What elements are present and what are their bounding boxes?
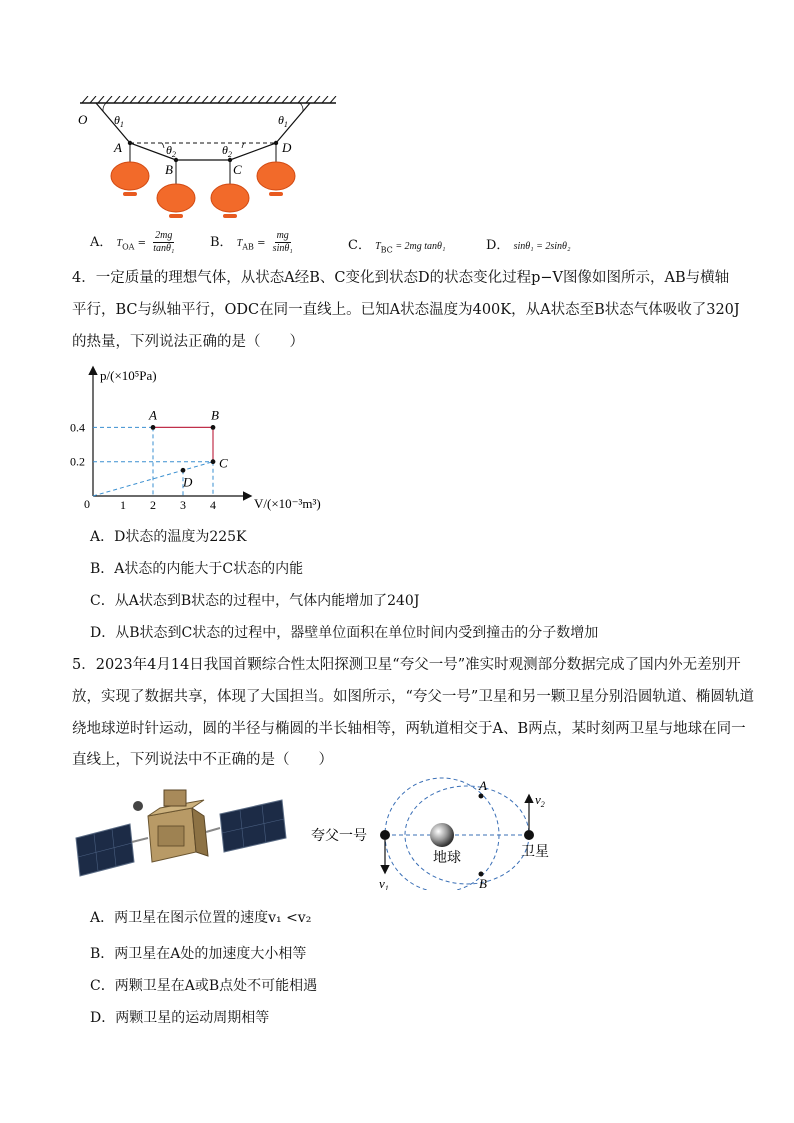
kuafu-satellite-icon — [380, 830, 390, 840]
q5-stem-line-1: 5．2023年4月14日我国首颗综合性太阳探测卫星“夸父一号”准实时观测部分数据完成了国内外无差别开 — [72, 657, 741, 673]
y-tick-label: 0.4 — [70, 420, 85, 435]
label-point-A: A — [149, 407, 157, 423]
q4-option-d[interactable]: D．从B状态到C状态的过程中，器壁单位面积在单位时间内受到撞击的分子数增加 — [90, 625, 599, 641]
x-tick-label: 2 — [150, 498, 156, 512]
point-D — [181, 468, 186, 473]
label-point-B: B — [211, 407, 219, 423]
lantern — [111, 162, 149, 196]
label-theta1-left: $\theta_1$ — [114, 113, 124, 129]
q4-option-b[interactable]: B．A状态的内能大于C状态的内能 — [90, 561, 304, 577]
label-point-A: A — [479, 778, 487, 793]
q5-option-d[interactable]: D．两颗卫星的运动周期相等 — [90, 1010, 270, 1026]
q5-option-c[interactable]: C．两颗卫星在A或B点处不可能相遇 — [90, 978, 318, 994]
lantern — [257, 162, 295, 196]
label-kuafu: 夸父一号 — [311, 829, 367, 844]
point-A — [151, 425, 156, 430]
label-B: B — [165, 162, 173, 177]
point-B — [211, 425, 216, 430]
label-earth: 地球 — [433, 851, 461, 866]
label-C: C — [233, 162, 242, 177]
q5-stem-line-4: 直线上，下列说法中不正确的是（ ） — [72, 752, 333, 768]
label-theta1-right: $\theta_1$ — [278, 113, 288, 129]
x-tick-label: 1 — [120, 498, 126, 512]
q4-stem-line-1: 4．一定质量的理想气体，从状态A经B、C变化到状态D的状态变化过程p−V图像如图所示，AB与横轴 — [72, 270, 730, 286]
lantern-diagram — [70, 96, 350, 226]
label-point-C: C — [219, 455, 228, 471]
label-point-B: B — [479, 876, 487, 890]
q4-option-a[interactable]: A．D状态的温度为225K — [90, 529, 247, 545]
q4-stem-line-2: 平行，BC与纵轴平行，ODC在同一直线上。已知A状态温度为400K，从A状态至B状态气体吸收了320J — [72, 302, 740, 318]
y-tick-label: 0.2 — [70, 454, 85, 469]
pv-xlabel: V/(×10⁻³m³) — [254, 496, 321, 511]
q5-option-a[interactable]: A．两卫星在图示位置的速度v₁ <v₂ — [90, 910, 312, 926]
label-theta2-right: $\theta_2$ — [222, 143, 232, 159]
earth-icon — [430, 823, 454, 847]
orbit-diagram — [305, 776, 565, 890]
label-v1: $v_1$ — [379, 876, 389, 890]
point-C — [211, 459, 216, 464]
lantern — [157, 184, 195, 218]
label-v2: $v_2$ — [535, 792, 545, 809]
q3-option-c[interactable]: C． $T_{BC} = 2mg$ tanθ₁ — [348, 238, 446, 255]
label-point-D: D — [183, 474, 193, 490]
pv-graph — [70, 362, 350, 518]
pv-origin: 0 — [84, 497, 90, 511]
q3-option-a[interactable]: A． $T_{OA}$ = $\frac{2mg}{\text{tanθ₁}}$ — [90, 230, 175, 254]
label-theta2-left: $\theta_2$ — [166, 143, 176, 159]
q4-option-c[interactable]: C．从A状态到B状态的过程中，气体内能增加了240J — [90, 593, 420, 609]
label-D: D — [282, 140, 292, 155]
label-satellite: 卫星 — [521, 845, 549, 860]
x-tick-label: 3 — [180, 498, 186, 512]
q5-option-b[interactable]: B．两卫星在A处的加速度大小相等 — [90, 946, 307, 962]
q3-option-d[interactable]: D． sinθ₁ = 2sinθ₂ — [486, 238, 571, 253]
x-tick-label: 4 — [210, 498, 216, 512]
q5-stem-line-2: 放，实现了数据共享，体现了大国担当。如图所示，“夸父一号”卫星和另一颗卫星分别沿圆轨道、椭圆轨道 — [72, 689, 754, 705]
satellite-icon — [524, 830, 534, 840]
q3-option-b[interactable]: B． $T_{AB}$ = $\frac{mg}{\text{sinθ₁}}$ — [210, 230, 293, 254]
satellite-picture — [72, 786, 290, 882]
q4-stem-line-3: 的热量，下列说法正确的是（ ） — [72, 334, 304, 350]
pv-ylabel: p/(×10⁵Pa) — [100, 368, 157, 383]
label-A: A — [114, 140, 122, 155]
lantern — [211, 184, 249, 218]
q5-stem-line-3: 绕地球逆时针运动，圆的半径与椭圆的半长轴相等，两轨道相交于A、B两点，某时刻两卫星与地球在同一 — [72, 721, 746, 737]
label-O: O — [78, 112, 88, 127]
